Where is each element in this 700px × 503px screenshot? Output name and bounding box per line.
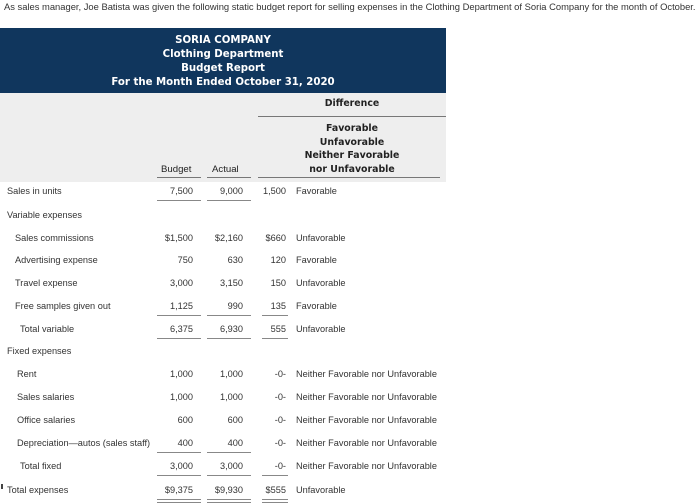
difference-value: -0- (274, 461, 286, 471)
difference-value: -0- (274, 415, 286, 425)
difference-value: 555 (270, 324, 286, 334)
difference-value: 1,500 (263, 186, 286, 196)
report-name: Budget Report (181, 63, 265, 74)
status-label: Unfavorable (296, 233, 346, 243)
actual-value: 630 (227, 255, 243, 265)
budget-value: 750 (177, 255, 193, 265)
actual-value: $2,160 (214, 233, 243, 243)
difference-value: $555 (265, 485, 286, 495)
difference-legend-rule (258, 177, 440, 178)
row-label: Total variable (20, 324, 75, 334)
row-label: Variable expenses (7, 210, 82, 220)
total-rule (207, 200, 251, 201)
status-label: Unfavorable (296, 324, 346, 334)
total-rule (207, 499, 251, 503)
budget-value: 600 (177, 415, 193, 425)
total-rule (207, 315, 251, 316)
status-label: Favorable (296, 186, 337, 196)
difference-value: -0- (274, 392, 286, 402)
report-period: For the Month Ended October 31, 2020 (111, 77, 335, 88)
row-label: Travel expense (15, 278, 78, 288)
budget-value: $1,500 (164, 233, 193, 243)
total-rule (157, 315, 201, 316)
difference-value: 135 (270, 301, 286, 311)
row-label: Advertising expense (15, 255, 98, 265)
budget-value: 1,000 (170, 392, 193, 402)
difference-value: -0- (274, 438, 286, 448)
difference-header: Difference (324, 98, 380, 109)
actual-value: 3,000 (220, 461, 243, 471)
budget-value: 3,000 (170, 461, 193, 471)
status-label: Unfavorable (296, 485, 346, 495)
legend-neither-2: nor Unfavorable (309, 163, 395, 175)
status-label: Neither Favorable nor Unfavorable (296, 392, 437, 402)
report-header (0, 28, 446, 93)
row-label: Sales salaries (17, 392, 75, 402)
actual-value: 1,000 (220, 369, 243, 379)
status-label: Neither Favorable nor Unfavorable (296, 461, 437, 471)
row-label: Rent (17, 369, 37, 379)
total-rule (262, 475, 288, 476)
budget-value: 3,000 (170, 278, 193, 288)
status-label: Favorable (296, 301, 337, 311)
total-rule (157, 499, 201, 503)
total-rule (157, 452, 201, 453)
row-label: Total fixed (20, 461, 62, 471)
actual-header-rule (207, 177, 251, 178)
budget-value: 400 (177, 438, 193, 448)
row-label: Sales in units (7, 186, 62, 196)
legend-unfavorable: Unfavorable (319, 136, 385, 148)
legend-neither-1: Neither Favorable (304, 150, 400, 162)
row-label: Total expenses (7, 485, 69, 495)
total-rule (207, 475, 251, 476)
budget-value: $9,375 (164, 485, 193, 495)
intro-text: As sales manager, Joe Batista was given the following static budget report for selling expenses in the Clothing Department of Soria Company for the month of October. (4, 1, 696, 12)
difference-legend (258, 122, 446, 176)
status-label: Favorable (296, 255, 337, 265)
difference-value: 120 (270, 255, 286, 265)
budget-value: 7,500 (170, 186, 193, 196)
total-rule (157, 475, 201, 476)
total-rule (262, 338, 288, 339)
row-label: Office salaries (17, 415, 76, 425)
total-rule (262, 499, 288, 503)
status-label: Neither Favorable nor Unfavorable (296, 415, 437, 425)
actual-value: 990 (227, 301, 243, 311)
actual-value: $9,930 (214, 485, 243, 495)
budget-value: 1,000 (170, 369, 193, 379)
row-label: Fixed expenses (7, 346, 72, 356)
department-name: Clothing Department (162, 49, 284, 60)
total-rule (157, 200, 201, 201)
status-label: Neither Favorable nor Unfavorable (296, 369, 437, 379)
total-rule (207, 452, 251, 453)
actual-value: 1,000 (220, 392, 243, 402)
actual-value: 9,000 (220, 186, 243, 196)
budget-header-rule (157, 177, 201, 178)
actual-value: 400 (227, 438, 243, 448)
row-label: Free samples given out (15, 301, 111, 311)
left-margin-mark (1, 484, 3, 489)
budget-column-header: Budget (161, 164, 192, 175)
actual-value: 3,150 (220, 278, 243, 288)
difference-value: $660 (265, 233, 286, 243)
total-rule (262, 315, 288, 316)
actual-column-header: Actual (212, 164, 239, 175)
actual-value: 600 (227, 415, 243, 425)
difference-header-rule (258, 116, 446, 117)
row-label: Sales commissions (15, 233, 94, 243)
total-rule (207, 338, 251, 339)
legend-favorable: Favorable (326, 123, 378, 134)
difference-value: -0- (274, 369, 286, 379)
difference-value: 150 (270, 278, 286, 288)
budget-value: 6,375 (170, 324, 193, 334)
status-label: Neither Favorable nor Unfavorable (296, 438, 437, 448)
actual-value: 6,930 (220, 324, 243, 334)
company-name: SORIA COMPANY (175, 35, 271, 46)
total-rule (157, 338, 201, 339)
row-label: Depreciation—autos (sales staff) (17, 438, 151, 448)
budget-value: 1,125 (170, 301, 193, 311)
status-label: Unfavorable (296, 278, 346, 288)
